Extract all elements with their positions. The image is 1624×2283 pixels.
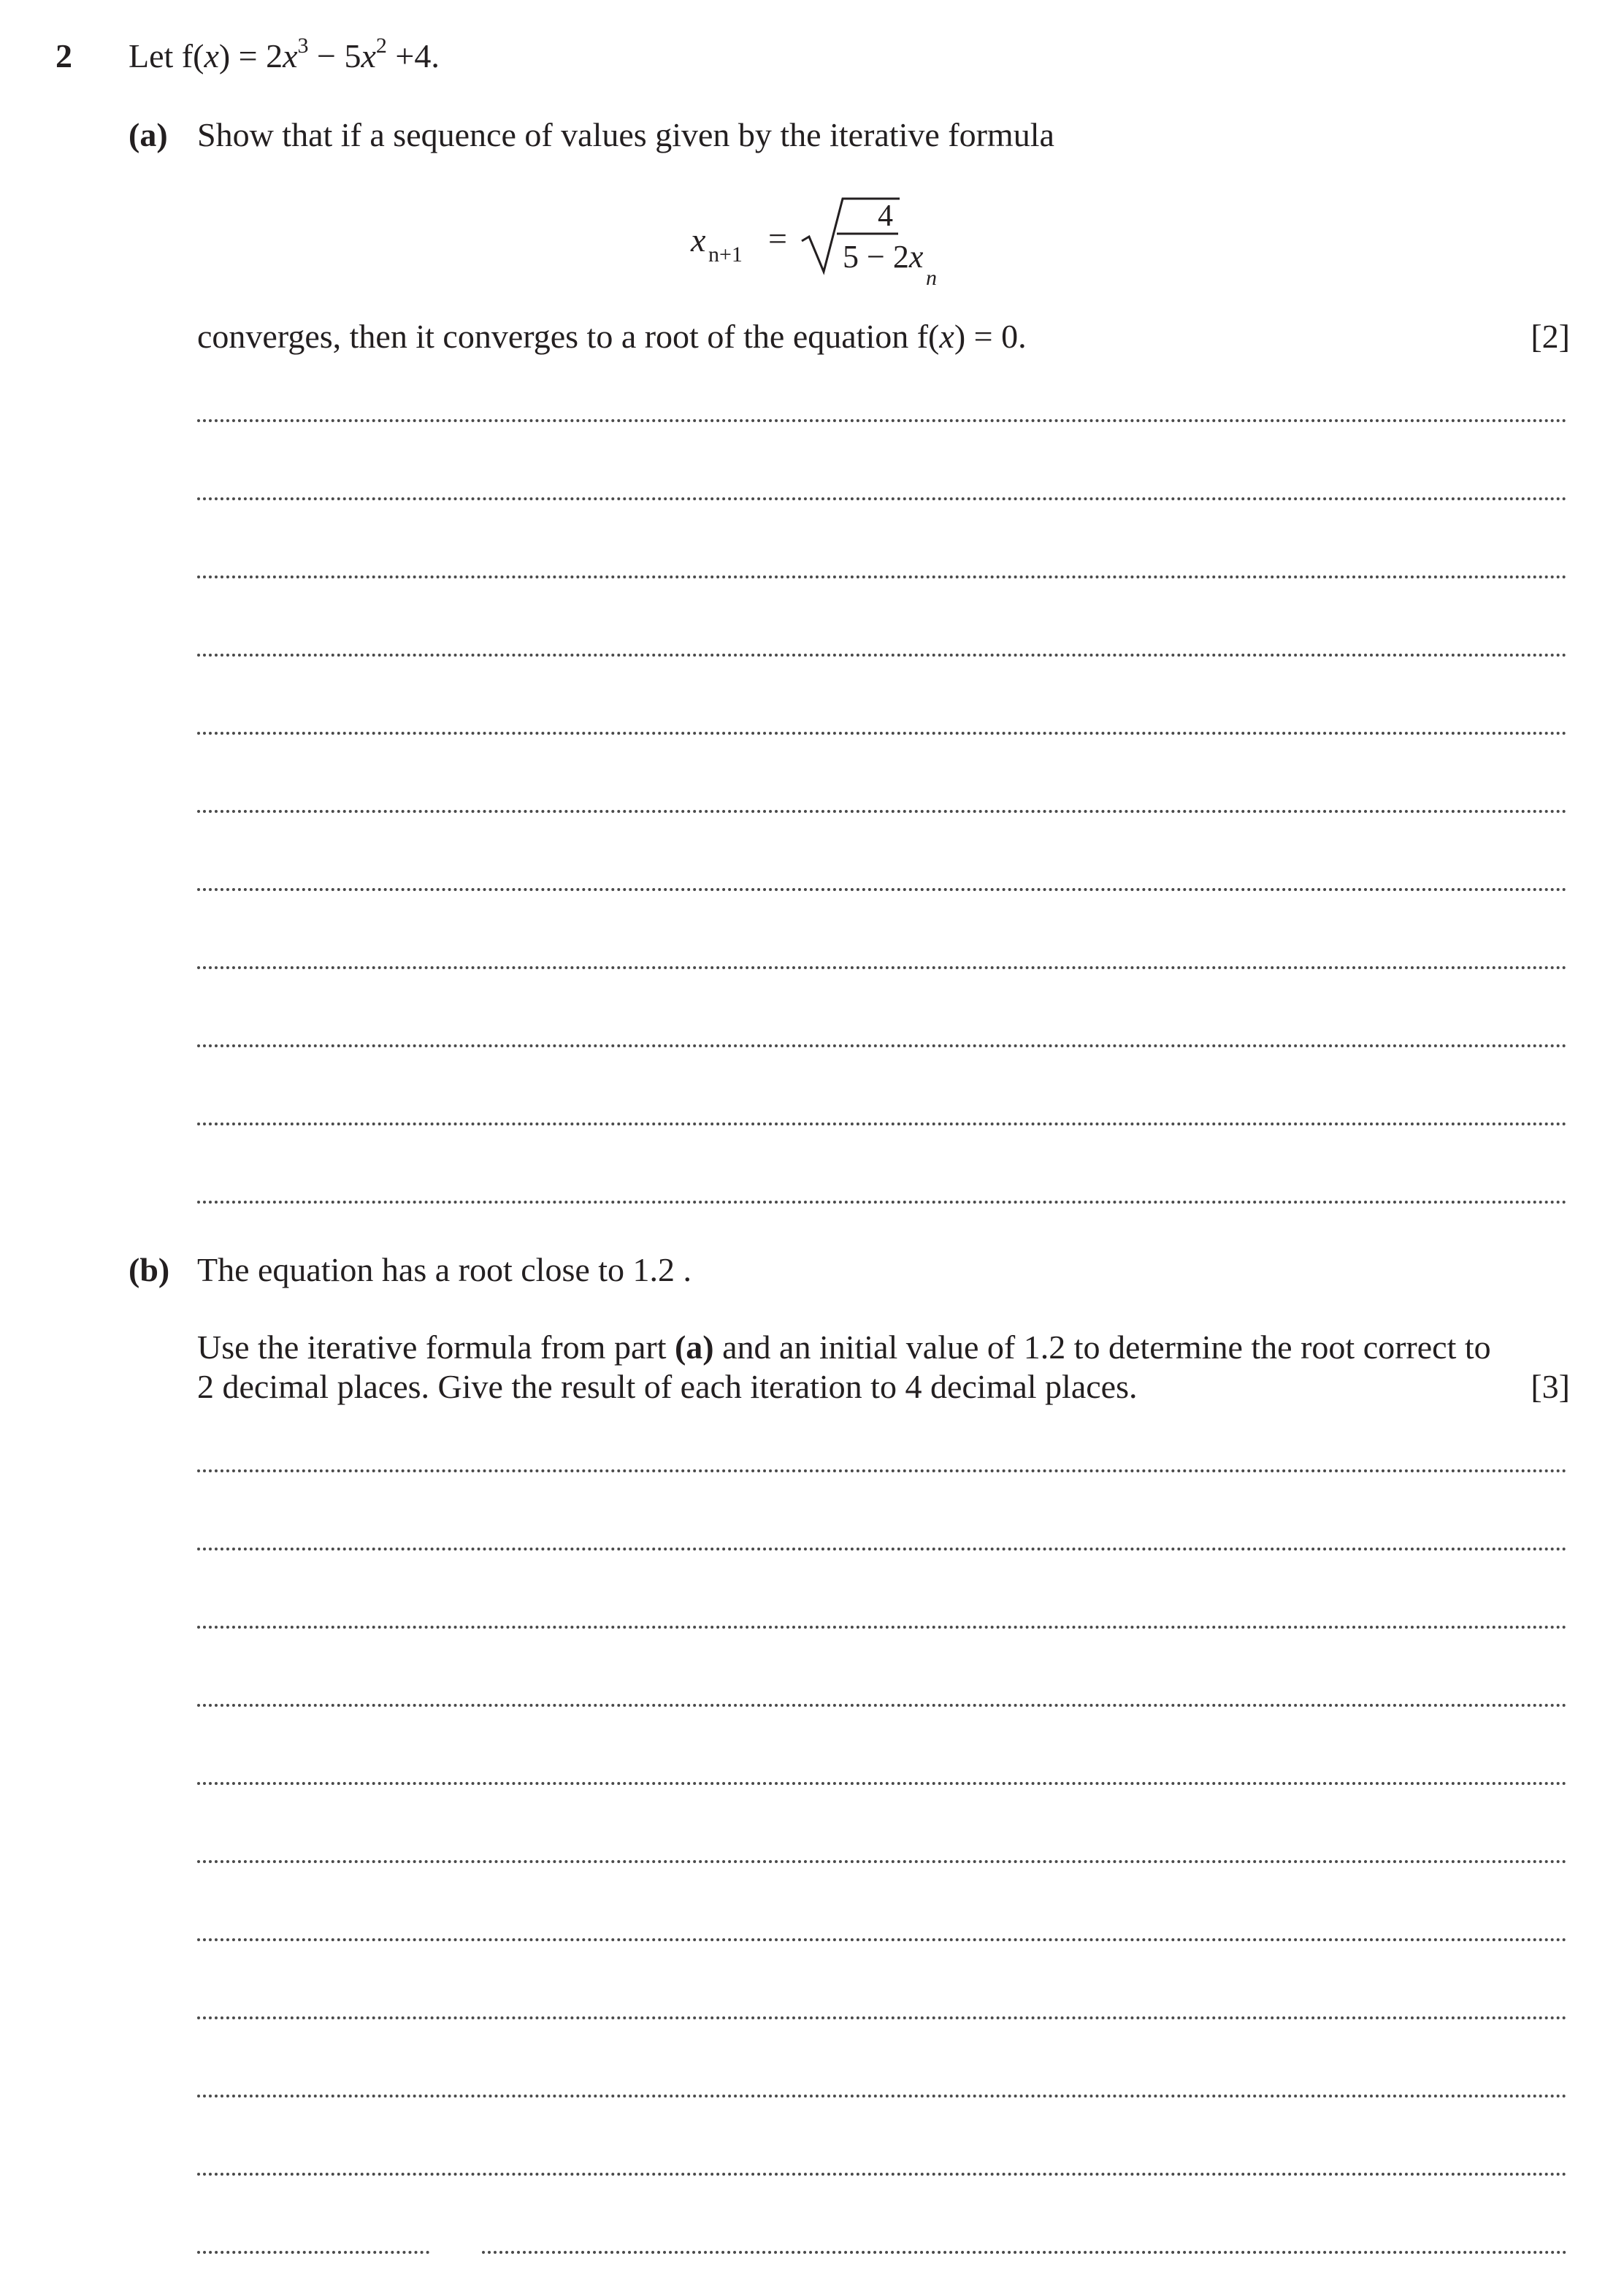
formula-denominator-sub: n (926, 266, 937, 290)
answer-line[interactable] (197, 1123, 1567, 1125)
answer-line[interactable] (197, 1860, 1567, 1863)
answer-line[interactable] (197, 575, 1567, 578)
part-b-intro: The equation has a root close to 1.2 . (197, 1251, 692, 1288)
formula-lhs-var: x (691, 221, 706, 259)
answer-line[interactable] (197, 497, 1567, 500)
answer-line[interactable] (197, 888, 1567, 891)
part-a-conclusion: converges, then it converges to a root of the equation f(x) = 0. (197, 318, 1027, 355)
answer-line[interactable] (197, 1938, 1567, 1941)
formula-lhs-sub: n+1 (708, 242, 743, 267)
answer-line[interactable] (197, 654, 1567, 657)
answer-line[interactable] (197, 810, 1567, 813)
answer-line[interactable] (197, 1704, 1567, 1707)
answer-line[interactable] (197, 1469, 1567, 1472)
answer-line[interactable] (197, 1782, 1567, 1785)
answer-line[interactable] (197, 419, 1567, 422)
question-stem: Let $f(x) = 2x^3 - 5x^2 +4$. (129, 34, 440, 74)
part-a-marks: [2] (1531, 318, 1570, 355)
answer-line[interactable] (197, 966, 1567, 969)
part-b-instruction-line2: 2 decimal places. Give the result of each iteration to 4 decimal places. (197, 1368, 1138, 1405)
formula-denominator: 5 − 2x (843, 239, 924, 275)
answer-line-remainder[interactable] (482, 2251, 1567, 2254)
answer-line-short[interactable] (197, 2251, 429, 2254)
answer-line[interactable] (197, 1626, 1567, 1629)
iterative-formula (691, 196, 954, 290)
answer-line[interactable] (197, 732, 1567, 735)
answer-line[interactable] (197, 2095, 1567, 2097)
answer-line[interactable] (197, 1548, 1567, 1550)
answer-line[interactable] (197, 2016, 1567, 2019)
part-b-label: (b) (129, 1251, 170, 1288)
formula-equals: = (768, 220, 787, 257)
answer-line[interactable] (197, 1201, 1567, 1204)
answer-line[interactable] (197, 2173, 1567, 2176)
question-number: 2 (55, 37, 72, 74)
part-a-intro: Show that if a sequence of values given by the iterative formula (197, 116, 1054, 153)
part-b-instruction-line1: Use the iterative formula from part (a) and an initial value of 1.2 to determine the root correct to (197, 1328, 1491, 1366)
answer-line[interactable] (197, 1044, 1567, 1047)
formula-numerator: 4 (878, 199, 893, 233)
part-b-marks: [3] (1531, 1368, 1570, 1405)
part-a-label: (a) (129, 116, 168, 153)
